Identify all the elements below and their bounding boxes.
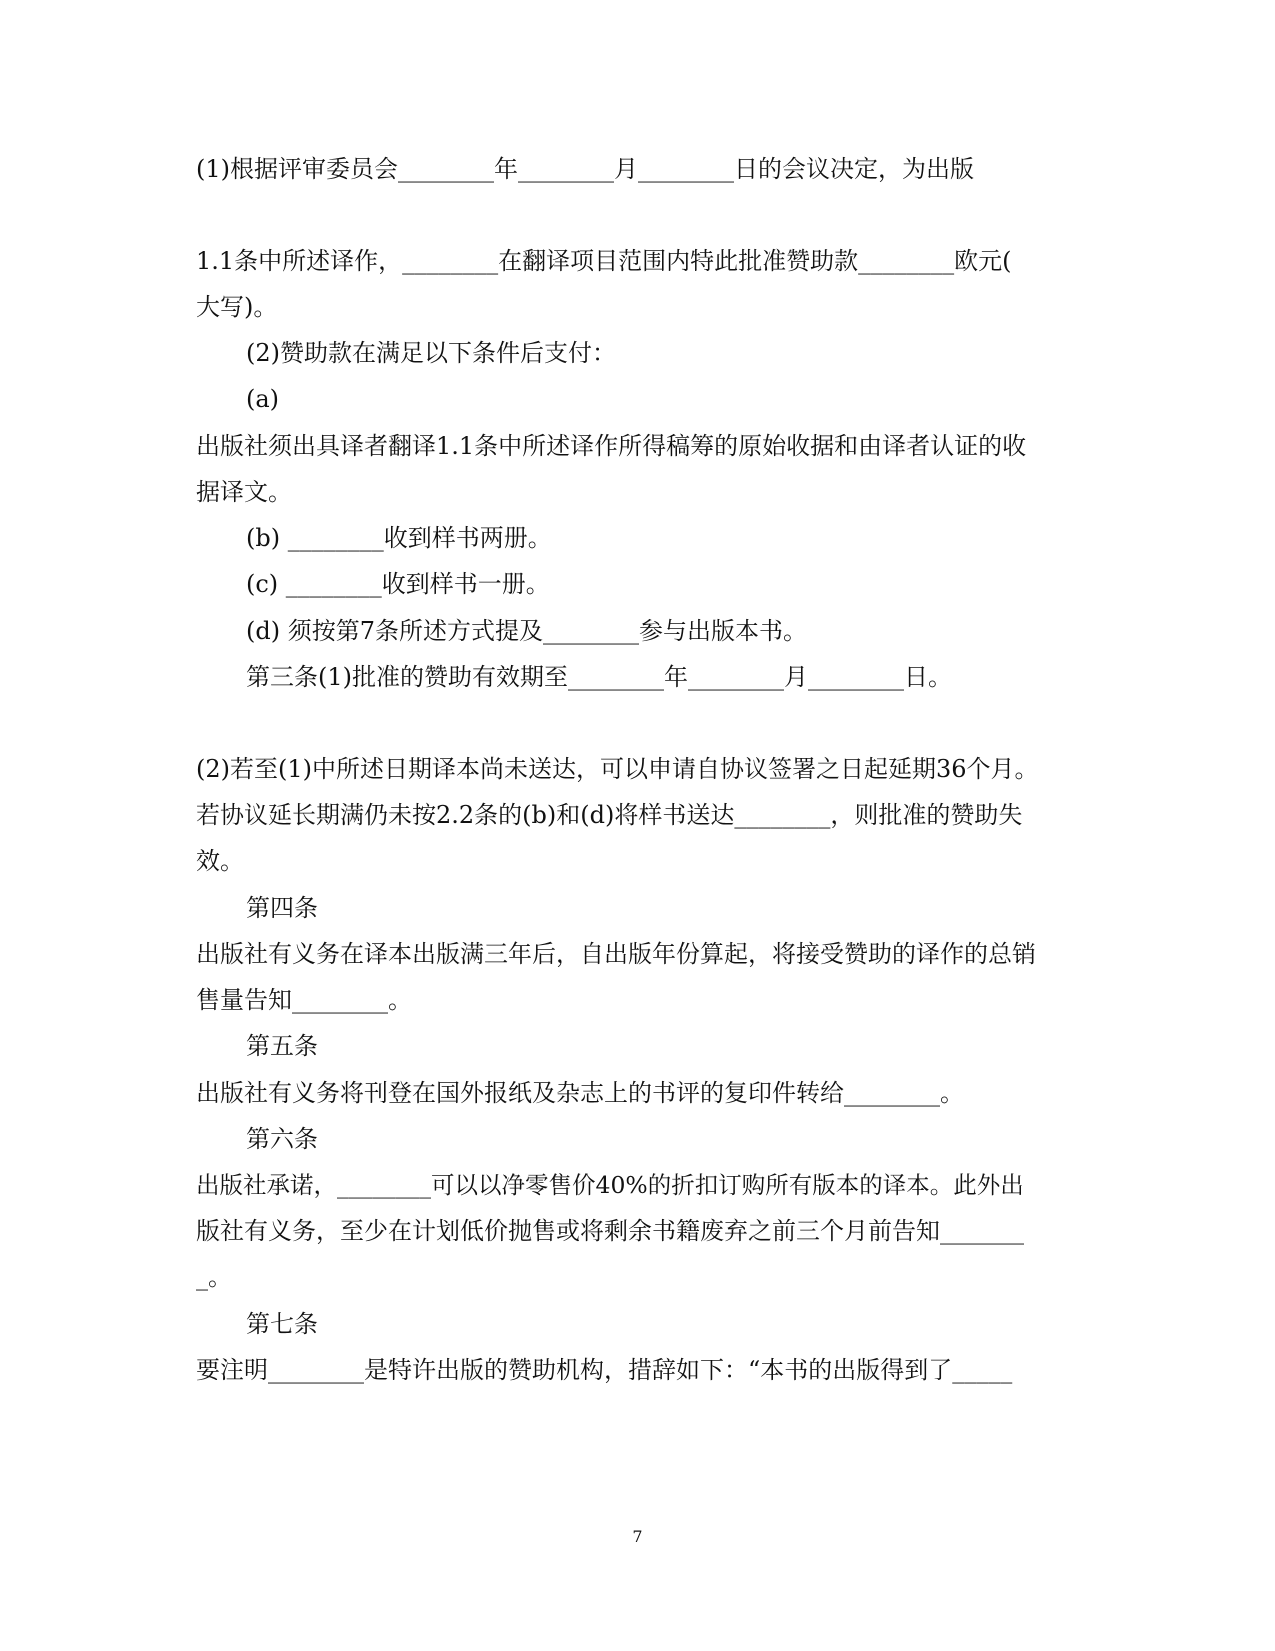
text-line: (b) ________收到样书两册。: [246, 524, 552, 552]
text-line: (d) 须按第7条所述方式提及________参与出版本书。: [246, 617, 807, 645]
text-line: (2)若至(1)中所述日期译本尚未送达，可以申请自协议签署之日起延期36个月。: [196, 755, 1039, 783]
page-number: 7: [632, 1527, 643, 1546]
text-line: (2)赞助款在满足以下条件后支付：: [246, 339, 616, 367]
text-line: 若协议延长期满仍未按2.2条的(b)和(d)将样书送达________，则批准的赞助失: [196, 801, 1023, 829]
section-heading: 第四条: [246, 894, 318, 922]
text-line: 出版社须出具译者翻译1.1条中所述译作所得稿筹的原始收据和由译者认证的收: [196, 432, 1027, 460]
text-line: 据译文。: [196, 478, 292, 506]
text-line: (c) ________收到样书一册。: [246, 570, 550, 598]
text-line: 1.1条中所述译作，________在翻译项目范围内特此批准赞助款________欧元(: [196, 247, 1012, 275]
text-line: (a): [246, 385, 280, 413]
text-line: 要注明________是特许出版的赞助机构，措辞如下：“本书的出版得到了_____: [196, 1356, 1013, 1384]
text-line: 版社有义务，至少在计划低价抛售或将剩余书籍废弃之前三个月前告知_______: [196, 1217, 1024, 1245]
section-heading: 第五条: [246, 1032, 318, 1060]
text-line: 出版社有义务将刊登在国外报纸及杂志上的书评的复印件转给________。: [196, 1079, 964, 1107]
text-line: 效。: [196, 847, 244, 875]
text-line: 第三条(1)批准的赞助有效期至________年________月________日。: [246, 663, 952, 691]
text-line: 出版社承诺，________可以以净零售价40%的折扣订购所有版本的译本。此外出: [196, 1171, 1024, 1199]
text-line: _。: [196, 1263, 232, 1291]
text-line: 售量告知________。: [196, 986, 412, 1014]
section-heading: 第七条: [246, 1310, 318, 1338]
section-heading: 第六条: [246, 1125, 318, 1153]
text-line: 大写)。: [196, 293, 278, 321]
text-line: (1)根据评审委员会________年________月________日的会议决定，为出版: [196, 155, 974, 183]
text-line: 出版社有义务在译本出版满三年后，自出版年份算起，将接受赞助的译作的总销: [196, 940, 1036, 968]
